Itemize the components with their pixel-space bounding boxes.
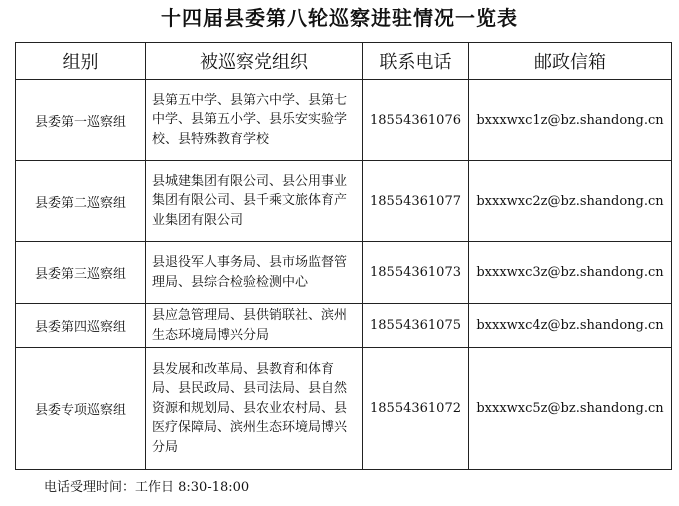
phone-cell: 18554361072 (363, 348, 469, 470)
group-cell: 县委专项巡察组 (16, 348, 146, 470)
header-orgs: 被巡察党组织 (146, 43, 363, 80)
table-row (16, 161, 672, 242)
email-cell: bxxxwxc3z@bz.shandong.cn (469, 242, 672, 304)
table-row (16, 80, 672, 161)
phone-cell: 18554361073 (363, 242, 469, 304)
group-cell: 县委第四巡察组 (16, 304, 146, 348)
email-cell: bxxxwxc4z@bz.shandong.cn (469, 304, 672, 348)
orgs-cell: 县发展和改革局、县教育和体育局、县民政局、县司法局、县自然资源和规划局、县农业农村局、县医疗保障局、滨州生态环境局博兴分局 (146, 348, 363, 470)
inspection-table (15, 42, 672, 470)
group-cell: 县委第三巡察组 (16, 242, 146, 304)
phone-cell: 18554361075 (363, 304, 469, 348)
page-title: 十四届县委第八轮巡察进驻情况一览表 (161, 6, 518, 30)
header-group: 组别 (16, 43, 146, 80)
table-row (16, 348, 672, 470)
phone-cell: 18554361077 (363, 161, 469, 242)
group-cell: 县委第一巡察组 (16, 80, 146, 161)
orgs-cell: 县城建集团有限公司、县公用事业集团有限公司、县千乘文旅体育产业集团有限公司 (146, 161, 363, 242)
orgs-cell: 县第五中学、县第六中学、县第七中学、县第五小学、县乐安实验学校、县特殊教育学校 (146, 80, 363, 161)
phone-cell: 18554361076 (363, 80, 469, 161)
email-cell: bxxxwxc2z@bz.shandong.cn (469, 161, 672, 242)
service-hours-note: 电话受理时间：工作日 8:30-18:00 (44, 480, 250, 495)
group-cell: 县委第二巡察组 (16, 161, 146, 242)
header-phone: 联系电话 (363, 43, 469, 80)
orgs-cell: 县退役军人事务局、县市场监督管理局、县综合检验检测中心 (146, 242, 363, 304)
header-email: 邮政信箱 (469, 43, 672, 80)
orgs-cell: 县应急管理局、县供销联社、滨州生态环境局博兴分局 (146, 304, 363, 348)
table-row (16, 304, 672, 348)
email-cell: bxxxwxc5z@bz.shandong.cn (469, 348, 672, 470)
email-cell: bxxxwxc1z@bz.shandong.cn (469, 80, 672, 161)
table-header-row (16, 43, 672, 80)
table-row (16, 242, 672, 304)
